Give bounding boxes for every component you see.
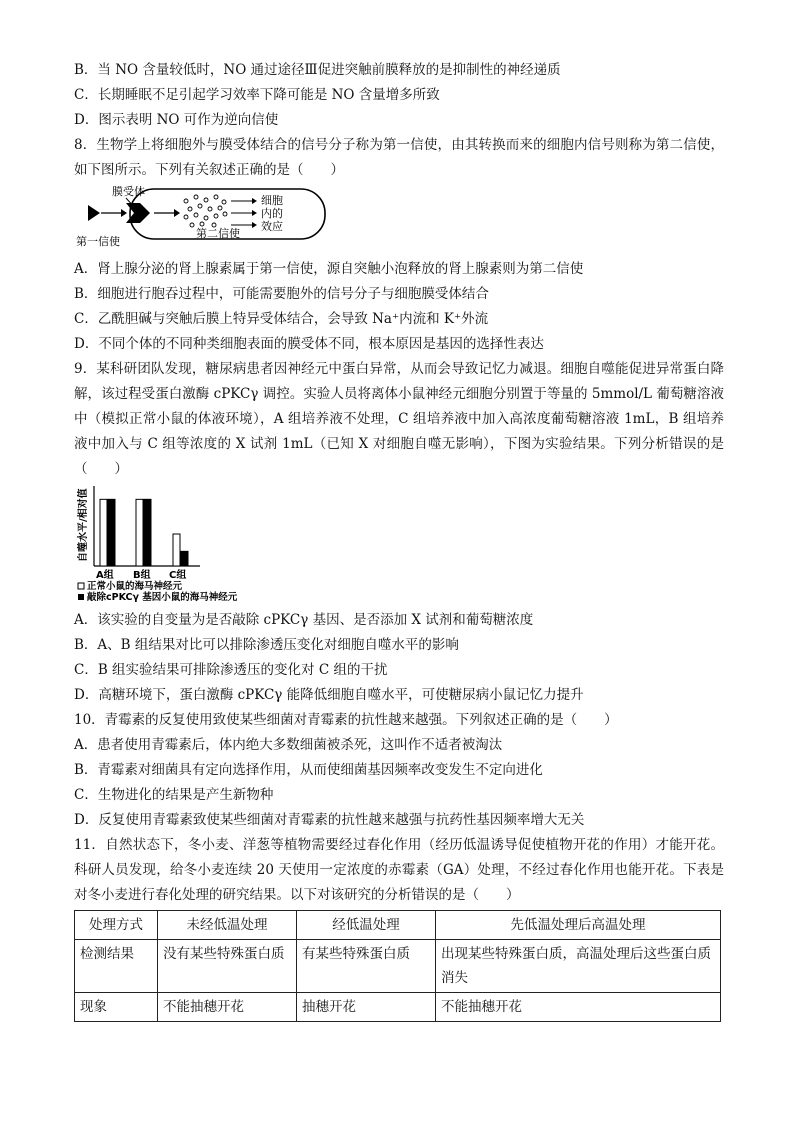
- effect-line-2: 内的: [261, 207, 283, 220]
- table-row: [75, 993, 721, 1022]
- q8-option-b: B．细胞进行胞吞过程中，可能需要胞外的信号分子与细胞膜受体结合: [74, 286, 489, 302]
- arrow-out-3-head: [252, 222, 257, 228]
- table-cell: 没有某些特殊蛋白质: [158, 940, 297, 993]
- q10-option-c: C．生物进化的结果是产生新物种: [74, 787, 274, 803]
- q9-option-b: B．A、B 组结果对比可以排除渗透压变化对细胞自噬水平的影响: [74, 637, 459, 653]
- x-label-b: B组: [133, 570, 151, 581]
- q10-option-b: B．青霉素对细菌具有定向选择作用，从而使细菌基因频率改变发生不定向进化: [74, 762, 543, 778]
- effect-line-3: 效应: [261, 220, 283, 233]
- q9-option-c: C．B 组实验结果可排除渗透压的变化对 C 组的干扰: [74, 662, 388, 678]
- table-header-row: [75, 911, 721, 940]
- table-header-cell: 先低温处理后高温处理: [436, 911, 721, 940]
- vernalization-table: [74, 910, 721, 1022]
- q10-stem: 10．青霉素的反复使用致使某些细菌对青霉素的抗性越来越强。下列叙述正确的是（ ）: [74, 712, 618, 728]
- table-row: [75, 940, 721, 993]
- q8-stem: 8．生物学上将细胞外与膜受体结合的信号分子称为第一信使，由其转换而来的细胞内信号则称为第二信使，如下图所示。下列有关叙述正确的是（ ）: [74, 137, 724, 178]
- arrow-out-2-head: [252, 210, 257, 216]
- table-cell: 现象: [75, 993, 158, 1022]
- table-header-cell: 经低温处理: [297, 911, 436, 940]
- exam-page: [74, 58, 724, 1022]
- first-messenger-label: 第一信使: [76, 235, 120, 248]
- arrow-out-1-head: [252, 198, 257, 204]
- bar-normal-2: [173, 534, 180, 566]
- bar-normal-1: [136, 499, 143, 566]
- x-label-c: C组: [169, 570, 187, 581]
- q11-stem: 11．自然状态下，冬小麦、洋葱等植物需要经过春化作用（经历低温诱导促使植物开花的作用）才能开花。科研人员发现，给冬小麦连续 20 天使用一定浓度的赤霉素（GA）处理，不经过春化作用也能开花。下表是对冬小麦进行春化处理的研究结果。以下对该研究的分析错误的是（ ）: [74, 837, 724, 903]
- table-header-cell: 处理方式: [75, 911, 158, 940]
- q8-option-a: A．肾上腺分泌的肾上腺素属于第一信使，源自突触小泡释放的肾上腺素则为第二信使: [74, 261, 584, 277]
- q10-option-a: A．患者使用青霉素后，体内绝大多数细菌被杀死，这叫作不适者被淘汰: [74, 737, 503, 753]
- q8-option-c: C．乙酰胆碱与突触后膜上特异受体结合，会导致 Na⁺内流和 K⁺外流: [74, 311, 489, 327]
- arrow-in-head: [121, 209, 127, 217]
- receptor-label: 膜受体: [112, 185, 145, 198]
- effect-line-1: 细胞: [261, 194, 283, 207]
- bar-knockout-2: [181, 551, 188, 566]
- legend-label-normal: 正常小鼠的海马神经元: [87, 581, 183, 592]
- q10-option-d: D．反复使用青霉素致使某些细菌对青霉素的抗性越来越强与抗药性基因频率增大无关: [74, 812, 585, 828]
- table-header-cell: 未经低温处理: [158, 911, 297, 940]
- arrow-mid-head: [174, 209, 180, 217]
- second-messenger-dots: [184, 195, 227, 227]
- autophagy-bar-chart: [74, 484, 269, 602]
- q8-option-d: D．不同个体的不同种类细胞表面的膜受体不同，根本原因是基因的选择性表达: [74, 336, 544, 352]
- q9-stem: 9．某科研团队发现，糖尿病患者因神经元中蛋白异常，从而会导致记忆力减退。细胞自噬能促进异常蛋白降解，该过程受蛋白激酶 cPKCγ 调控。实验人员将离体小鼠神经元细胞分别置于等量的 5mmol/L 葡萄糖溶液中（模拟正常小鼠的体液环境），A 组培养液不处理，C 组培养液中加入高浓度葡萄糖溶液 1mL，B 组培养液中加入与 C 组等浓度的 X 试剂 1mL（已知 X 对细胞自噬无影响），下图为实验结果。下列分析错误的是（ ）: [74, 361, 724, 477]
- table-cell: 不能抽穗开花: [436, 993, 721, 1022]
- table-cell: 有某些特殊蛋白质: [297, 940, 436, 993]
- option-b-prev: B．当 NO 含量较低时，NO 通过途径Ⅲ促进突触前膜释放的是抑制性的神经递质: [74, 62, 561, 78]
- option-c-prev: C．长期睡眠不足引起学习效率下降可能是 NO 含量增多所致: [74, 87, 440, 103]
- bar-knockout-0: [108, 499, 115, 566]
- option-d-prev: D．图示表明 NO 可作为逆向信使: [74, 112, 279, 128]
- bar-knockout-1: [144, 499, 151, 566]
- bar-normal-0: [100, 499, 107, 566]
- q9-option-a: A．该实验的自变量为是否敲除 cPKCγ 基因、是否添加 X 试剂和葡萄糖浓度: [74, 612, 534, 628]
- table-cell: 抽穗开花: [297, 993, 436, 1022]
- second-messenger-diagram: [74, 185, 329, 251]
- y-axis-label: 自噬水平/相对值: [78, 488, 89, 562]
- x-label-a: A组: [96, 570, 114, 581]
- first-messenger-shape: [88, 205, 100, 221]
- q9-option-d: D．高糖环境下，蛋白激酶 cPKCγ 能降低细胞自噬水平，可使糖尿病小鼠记忆力提升: [74, 687, 584, 703]
- legend-swatch-normal: [78, 583, 84, 589]
- table-cell: 不能抽穗开花: [158, 993, 297, 1022]
- legend-swatch-knockout: [78, 594, 84, 600]
- table-cell: 检测结果: [75, 940, 158, 993]
- table-cell: 出现某些特殊蛋白质，高温处理后这些蛋白质消失: [436, 940, 721, 993]
- second-messenger-label: 第二信使: [196, 227, 240, 240]
- legend-label-knockout: 敲除cPKCγ 基因小鼠的海马神经元: [87, 592, 238, 602]
